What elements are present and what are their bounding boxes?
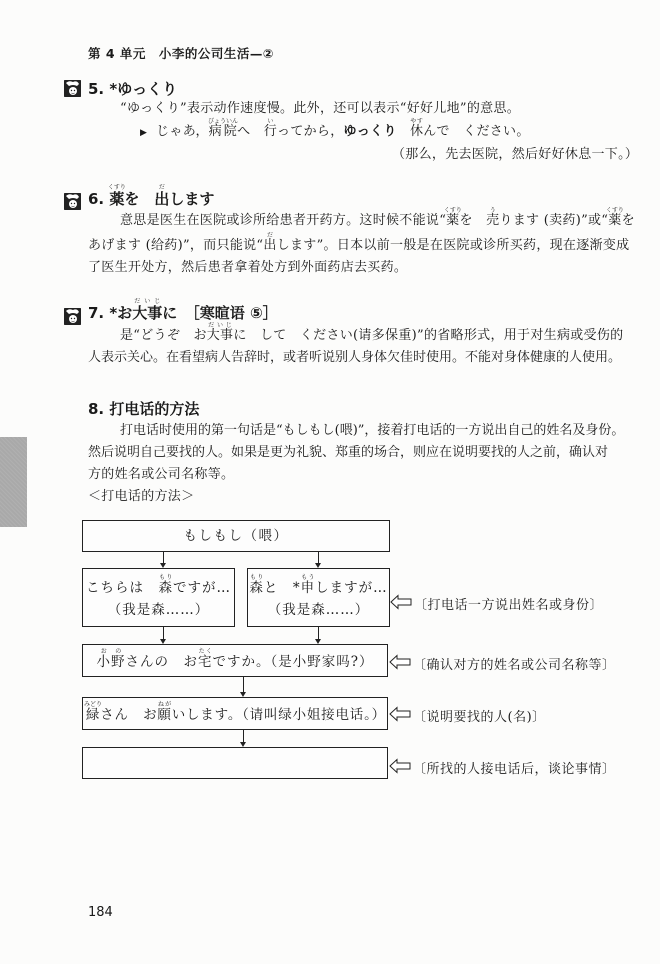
flow-box-blank [82,747,388,779]
box-text: さん お [100,707,158,723]
box-text: もしもし（喂） [183,528,289,544]
ruby-base: 宅 [198,654,213,670]
furigana: くすり [605,207,624,214]
ruby-base: 大事 [132,304,163,322]
paragraph-line: 方的姓名或公司名称等。 [88,467,235,482]
section-7-body [88,322,623,369]
box-text: と * [263,580,301,596]
ruby-base: 薬 [443,213,462,228]
section-5-translation: （那么，先去医院，然后好好休息一下。） [392,147,639,162]
example-text: んで ください。 [423,124,530,139]
flow-box-ono-otaku [82,644,388,677]
furigana: もり [158,574,173,581]
running-head: 第 4 单元 小李的公司生活—② [88,46,274,61]
furigana: みどり [84,701,103,708]
text: ります (卖药)”或“ [499,213,609,228]
flow-box-kochira-wa [82,568,235,627]
chapter-thumb-tab [0,437,27,527]
furigana: おの [96,648,126,655]
flow-box-midori-onegai [82,697,388,730]
ruby-base: 売 [486,213,500,228]
hollow-left-arrow-icon [389,758,411,774]
text: あげます (给药)”，而只能说“ [88,238,264,253]
flow-note-confirm-party: 〔确认对方的姓名或公司名称等〕 [413,658,616,673]
paragraph-line [88,232,635,257]
teacher-face-icon [64,80,81,97]
box-line [86,574,231,599]
figure-caption: ＜打电话的方法＞ [88,489,195,504]
flow-note-caller-identifies: 〔打电话一方说出姓名或身份〕 [414,598,604,613]
connector-line [243,677,244,692]
page-number: 184 [88,905,113,920]
furigana: やす [409,118,424,125]
teacher-face-icon [64,193,81,210]
section-6-heading [88,184,214,209]
ruby-base: 森 [249,580,264,596]
hollow-left-arrow-icon [390,594,412,610]
hollow-left-arrow-icon [389,706,411,722]
furigana: だいじ [206,322,234,329]
example-text: へ [237,124,264,139]
ruby-base: 薬 [107,190,126,208]
furigana: くすり [443,207,462,214]
furigana: う [486,207,500,214]
section-title: に ［寒暄语 ⑤］ [162,304,278,322]
flow-box-moshimoshi [82,520,390,552]
furigana: ねが [157,701,172,708]
ruby-base: 申 [300,580,316,596]
section-title: *お [109,304,133,322]
box-text: しますが… [315,580,388,596]
furigana: もう [300,574,316,581]
furigana: たく [198,648,213,655]
section-number: 5. [88,80,105,98]
box-text: さんの お [125,654,198,670]
paragraph-line: 人表示关心。在看望病人告辞时，或者听说别人身体欠佳时使用。不能对身体健康的人使用。 [88,350,622,365]
ruby-base: 出 [263,238,277,253]
furigana: だ [263,232,277,239]
paragraph-line: 然后说明自己要找的人。如果是更为礼貌、郑重的场合，则应在说明要找的人之前，确认对 [88,445,609,460]
furigana: だ [154,184,170,191]
section-number: 6. [88,190,105,208]
furigana: くすり [107,184,126,191]
box-line [249,574,387,599]
box-text: こちらは [86,580,159,596]
section-number: 7. [88,304,105,322]
section-5-example [140,118,530,144]
box-text: いします。（请叫绿小姐接电话。） [171,707,386,723]
section-7-heading [88,298,278,323]
example-text: ってから， [277,124,344,139]
hollow-left-arrow-icon [389,654,411,670]
ruby-base: 緑 [84,707,103,723]
ruby-base: 出 [154,190,170,208]
furigana: い [263,118,278,125]
flow-box-to-moushimasu [247,568,390,627]
box-text: ですか。（是小野家吗?） [212,654,374,670]
section-title: *ゆっくり [109,80,178,98]
section-8-body [88,420,624,508]
section-6-body [88,207,635,279]
flow-note-request-person: 〔说明要找的人(名)〕 [413,710,546,725]
furigana: だいじ [132,298,163,305]
section-title: します [169,190,215,208]
text: を [459,213,487,228]
furigana: もり [249,574,264,581]
flow-note-discuss-matter: 〔所找的人接电话后，谈论事情〕 [413,762,616,777]
ruby-base: 大事 [206,328,234,343]
box-line [84,701,386,726]
paragraph-line: 了医生开处方，然后患者拿着处方到外面药店去买药。 [88,260,408,275]
box-subtext: （我是森……） [267,602,370,618]
teacher-face-icon [64,308,81,325]
ruby-base: 小野 [96,654,126,670]
paragraph-line: 打电话时使用的第一句话是“もしもし(喂)”，接着打电话的一方说出自己的姓名及身份。 [120,423,625,438]
box-line [97,648,374,673]
ruby-base: 休 [409,124,424,139]
box-text: ですが… [173,580,231,596]
box-subtext: （我是森……） [107,602,210,618]
ruby-base: 病院 [207,124,238,139]
text: します”。日本以前一般是在医院或诊所买药，现在逐渐变成 [276,238,630,253]
section-title: を [124,190,155,208]
text: を [621,213,635,228]
section-5-body: “ゆっくり”表示动作速度慢。此外，还可以表示“好好儿地”的意思。 [120,101,521,116]
bullet-triangle-icon: ▶ [140,128,148,138]
ruby-base: 薬 [605,213,624,228]
paragraph-line [88,207,635,232]
paragraph-line [88,322,623,347]
section-5-heading [88,78,177,99]
section-8-heading: 8. 打电话的方法 [88,400,200,418]
text: 意思是医生在医院或诊所给患者开药方。这时候不能说“ [120,213,447,228]
keyword-bold: ゆっくり [343,124,397,139]
text: 是“どうぞ お [120,328,207,343]
connector-line [243,730,244,742]
text: に して ください(请多保重)”的省略形式，用于对生病或受伤的 [233,328,624,343]
ruby-base: 願 [157,707,172,723]
furigana: びょういん [207,118,238,125]
example-text: じゃあ， [156,124,209,139]
ruby-base: 行 [263,124,278,139]
ruby-base: 森 [158,580,173,596]
